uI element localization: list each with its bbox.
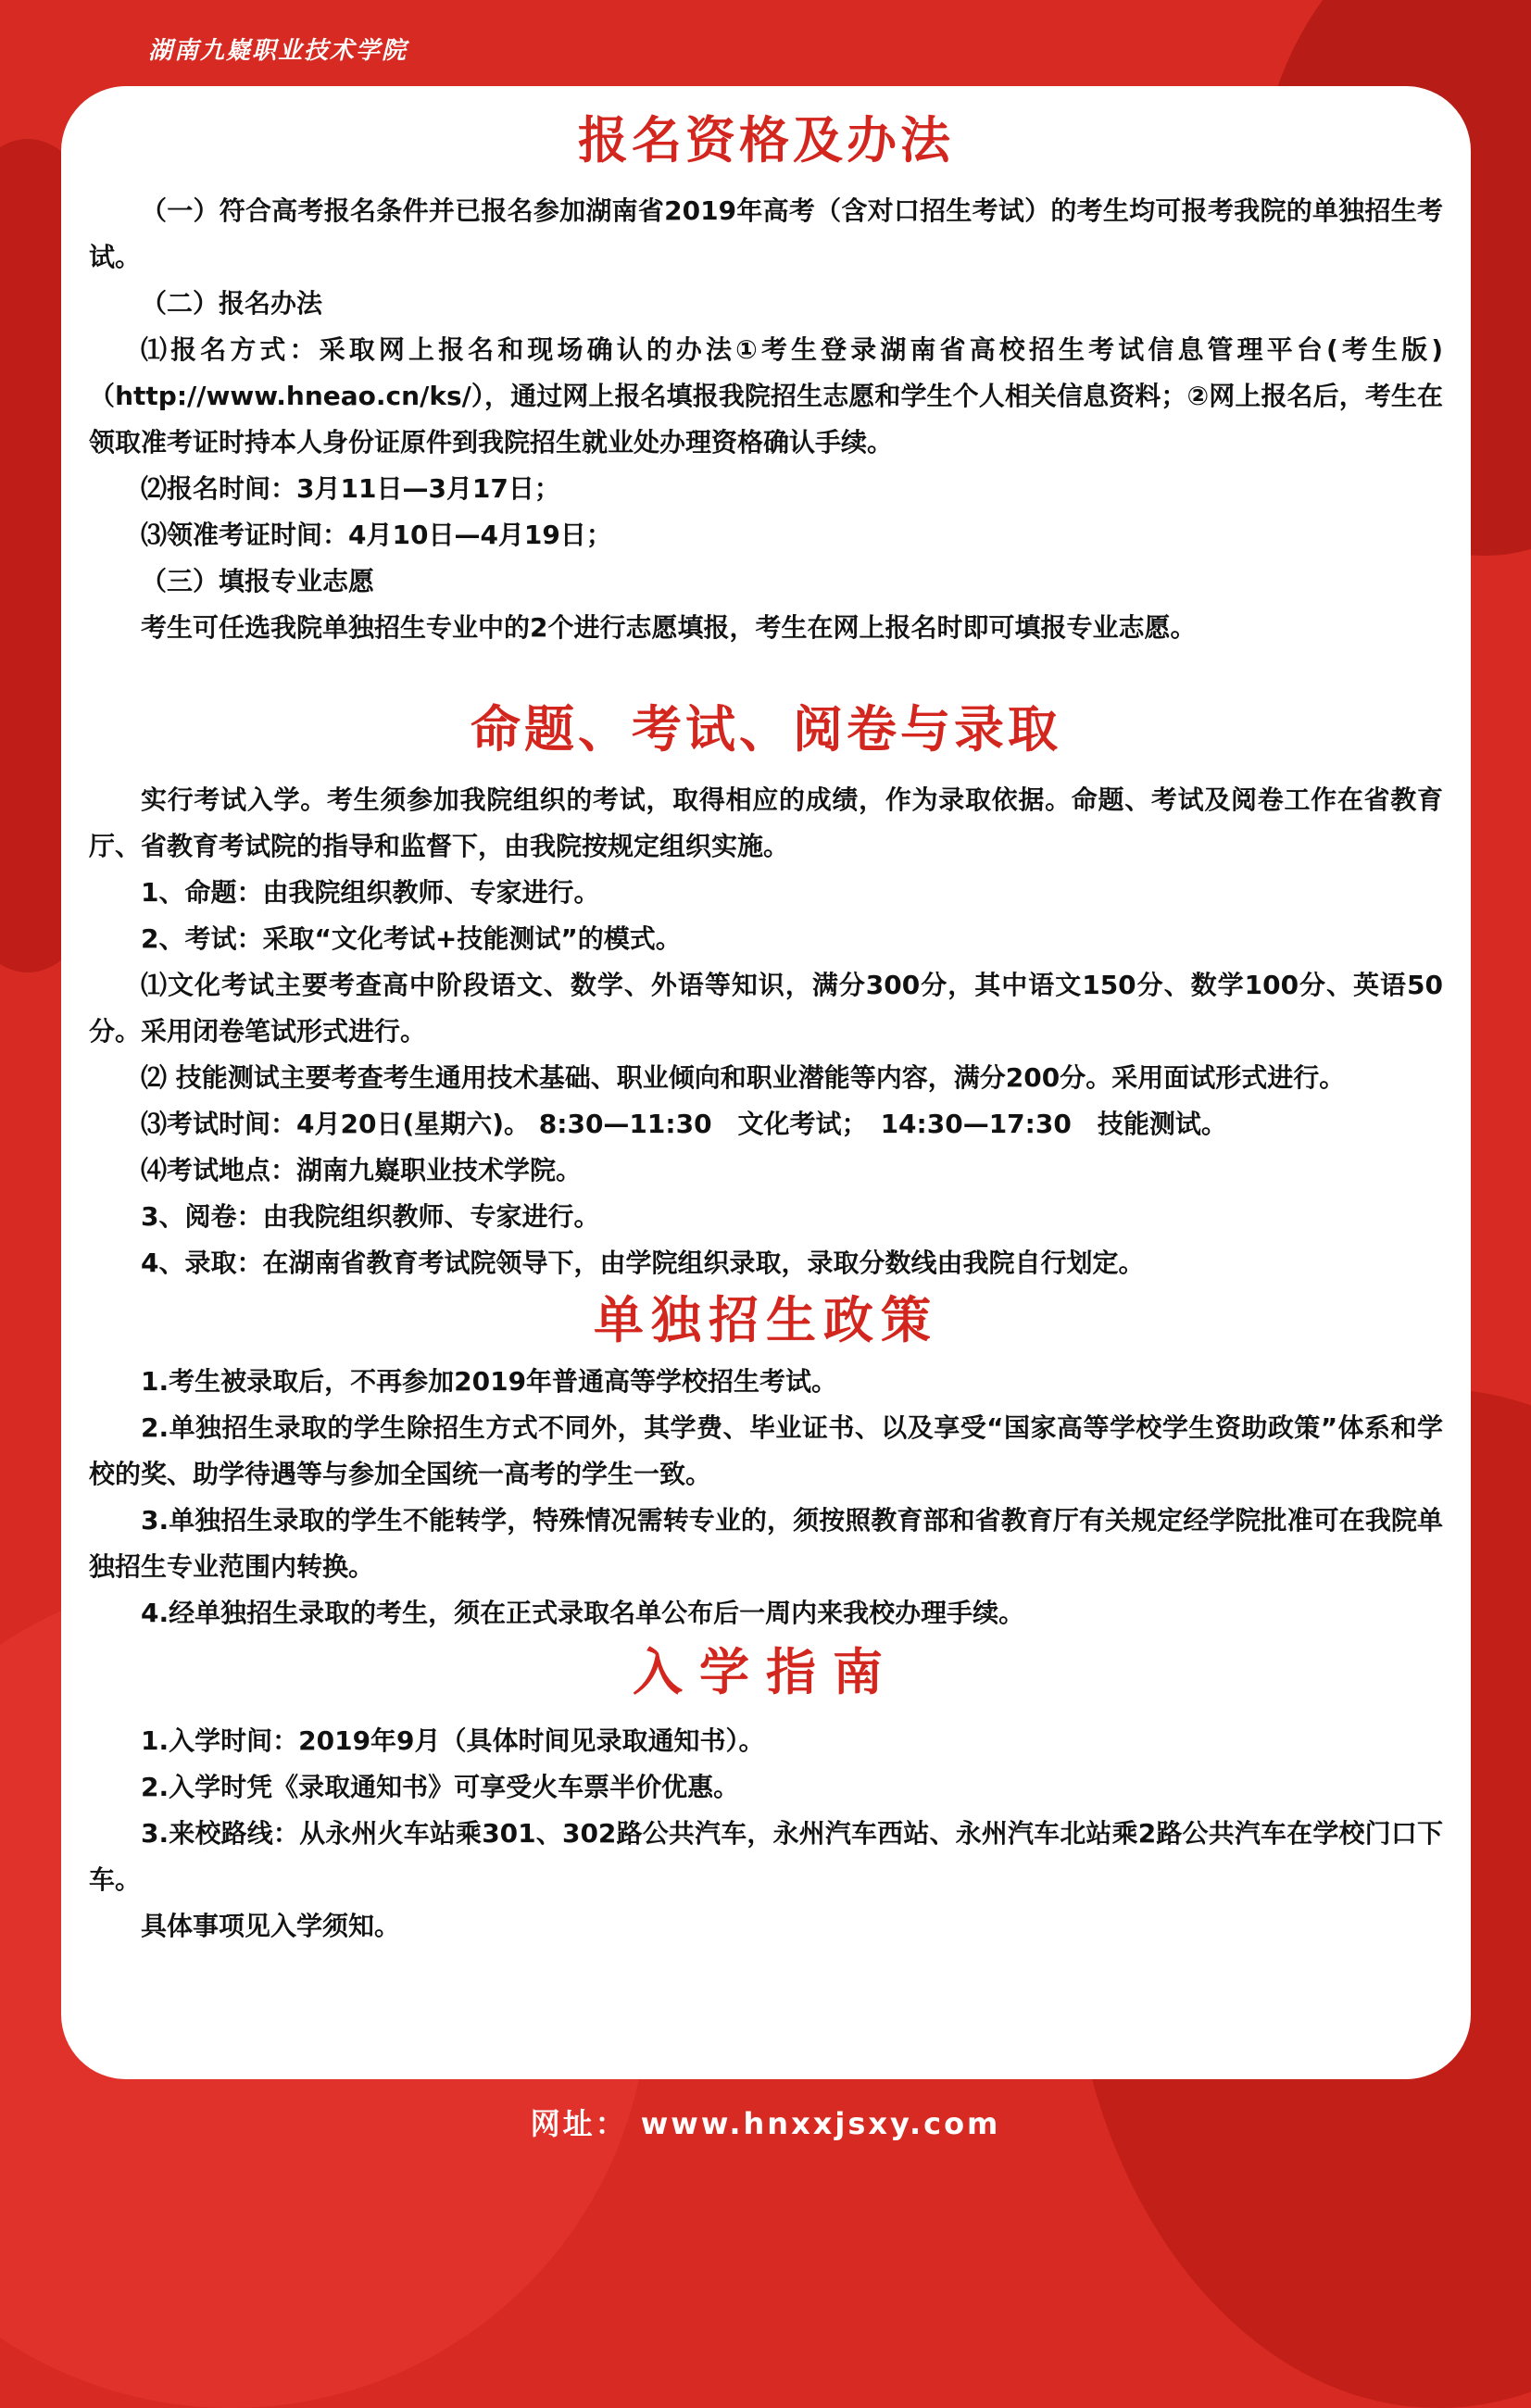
paragraph: 3.来校路线：从永州火车站乘301、302路公共汽车，永州汽车西站、永州汽车北站乘2路公共汽车在学校门口下车。 bbox=[89, 1818, 1443, 1895]
paragraph: 考生可任选我院单独招生专业中的2个进行志愿填报，考生在网上报名时即可填报专业志愿。 bbox=[141, 612, 1197, 643]
paragraph: 3.单独招生录取的学生不能转学，特殊情况需转专业的，须按照教育部和省教育厅有关规定经学院批准可在我院单独招生专业范围内转换。 bbox=[89, 1505, 1443, 1582]
section-title-exam: 命题、考试、阅卷与录取 bbox=[471, 700, 1061, 759]
paragraph: 1.考生被录取后，不再参加2019年普通高等学校招生考试。 bbox=[141, 1366, 838, 1397]
paragraph: ⑴报名方式：采取网上报名和现场确认的办法①考生登录湖南省高校招生考试信息管理平台(考生版)（http://www.hneao.cn/ks/），通过网上报名填报我院招生志愿和学生个人相关信息资料；②网上报名后，考生在领取准考证时持本人身份证原件到我院招生就业处办理资格确认手续。 bbox=[89, 334, 1443, 458]
paragraph: ⑵ 技能测试主要考查考生通用技术基础、职业倾向和职业潜能等内容，满分200分。采用面试形式进行。 bbox=[141, 1062, 1346, 1093]
paragraph: ⑷考试地点：湖南九嶷职业技术学院。 bbox=[141, 1155, 583, 1185]
paragraph: （三）填报专业志愿 bbox=[141, 566, 375, 596]
paragraph: 具体事项见入学须知。 bbox=[141, 1911, 401, 1941]
school-name: 湖南九嶷职业技术学院 bbox=[148, 37, 408, 65]
section-title-enrollment-guide: 入学指南 bbox=[633, 1643, 899, 1701]
section-title-policy: 单独招生政策 bbox=[594, 1291, 938, 1349]
paragraph: 3、阅卷：由我院组织教师、专家进行。 bbox=[141, 1201, 600, 1232]
paragraph: 1、命题：由我院组织教师、专家进行。 bbox=[141, 877, 600, 908]
section-title-registration: 报名资格及办法 bbox=[578, 111, 954, 169]
footer-website: 网址： www.hnxxjsxy.com bbox=[530, 2106, 1001, 2141]
paragraph: 2.单独招生录取的学生除招生方式不同外，其学费、毕业证书、以及享受“国家高等学校学生资助政策”体系和学校的奖、助学待遇等与参加全国统一高考的学生一致。 bbox=[89, 1412, 1443, 1489]
paragraph: 4、录取：在湖南省教育考试院领导下，由学院组织录取，录取分数线由我院自行划定。 bbox=[141, 1248, 1145, 1278]
content-card bbox=[61, 86, 1471, 2079]
paragraph: ⑵报名时间：3月11日—3月17日； bbox=[141, 473, 560, 504]
paragraph: 4.经单独招生录取的考生，须在正式录取名单公布后一周内来我校办理手续。 bbox=[141, 1598, 1025, 1628]
paragraph: ⑴文化考试主要考查高中阶段语文、数学、外语等知识，满分300分，其中语文150分、数学100分、英语50分。采用闭卷笔试形式进行。 bbox=[89, 970, 1443, 1047]
paragraph: ⑶考试时间：4月20日(星期六)。 8:30—11:30 文化考试； 14:30—17:30 技能测试。 bbox=[141, 1109, 1227, 1139]
paragraph: 2.入学时凭《录取通知书》可享受火车票半价优惠。 bbox=[141, 1772, 740, 1802]
paragraph: （一）符合高考报名条件并已报名参加湖南省2019年高考（含对口招生考试）的考生均可报考我院的单独招生考试。 bbox=[89, 195, 1443, 272]
paragraph: 实行考试入学。考生须参加我院组织的考试，取得相应的成绩，作为录取依据。命题、考试及阅卷工作在省教育厅、省教育考试院的指导和监督下，由我院按规定组织实施。 bbox=[89, 784, 1443, 861]
paragraph: ⑶领准考证时间：4月10日—4月19日； bbox=[141, 520, 612, 550]
paragraph: 1.入学时间：2019年9月（具体时间见录取通知书）。 bbox=[141, 1725, 765, 1756]
paragraph: 2、考试：采取“文化考试+技能测试”的模式。 bbox=[141, 923, 682, 954]
paragraph: （二）报名办法 bbox=[141, 288, 323, 319]
